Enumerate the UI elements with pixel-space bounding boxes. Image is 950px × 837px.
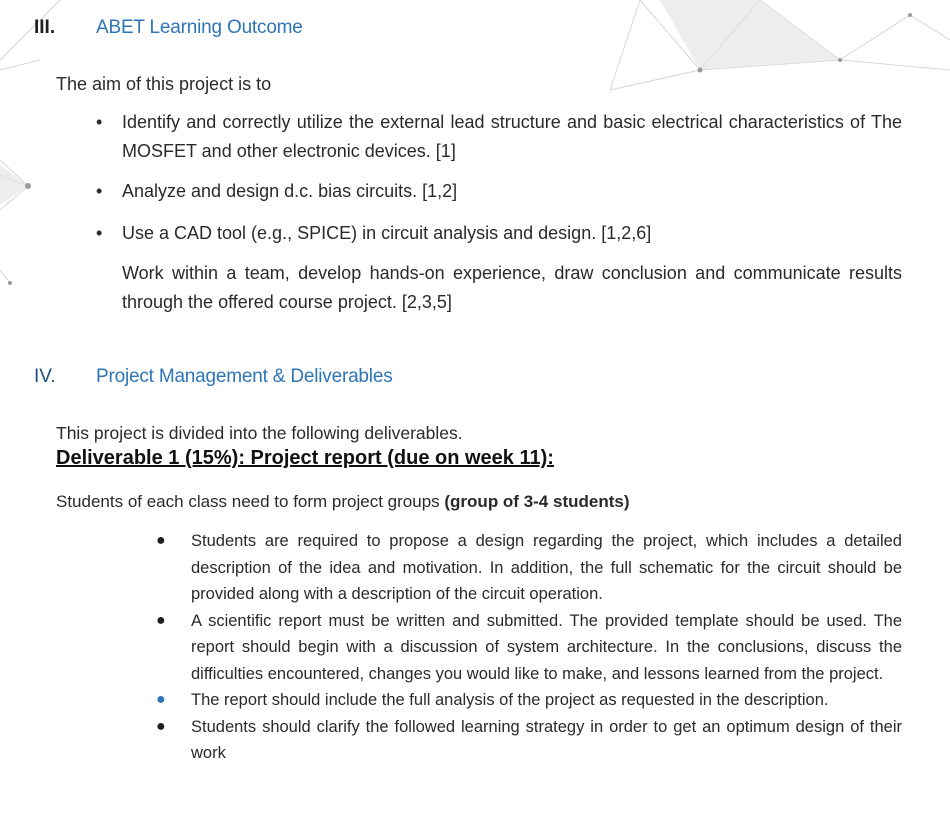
list-item: ● Students are required to propose a design regarding the project, which includes a detailed description of the idea and motivation. In addition, the full schematic for the circuit should be provided along with a description of the circuit operation. (156, 528, 902, 608)
list-item: ● Students should clarify the followed learning strategy in order to get an optimum design of their work (156, 714, 902, 767)
list-item: • Identify and correctly utilize the external lead structure and basic electrical characteristics of The MOSFET and other electronic devices. [1] (96, 108, 902, 166)
bullet-icon: • (96, 112, 103, 132)
deliverables-intro: This project is divided into the following deliverables. (56, 423, 463, 443)
deliverable-title: Deliverable 1 (15%): Project report (due on week 11): (56, 447, 554, 469)
bullet-icon: ● (156, 691, 166, 708)
list-item: • Use a CAD tool (e.g., SPICE) in circuit analysis and design. [1,2,6] (96, 219, 902, 248)
aim-intro: The aim of this project is to (56, 74, 272, 94)
bullet-icon: • (96, 223, 103, 243)
section-heading-abet (34, 17, 303, 39)
section-title: Project Management & Deliverables (96, 366, 393, 387)
bullet-icon: ● (156, 717, 166, 735)
list-item: • Analyze and design d.c. bias circuits. [1,2] (96, 177, 902, 206)
bullet-icon: ● (156, 611, 166, 629)
deliverable-requirements-list (156, 528, 902, 767)
list-item-unbulleted: Work within a team, develop hands-on experience, draw conclusion and communicate results through the offered course project. [2,3,5] (122, 263, 902, 312)
groups-paragraph: Students of each class need to form project groups (group of 3-4 students) (56, 492, 630, 511)
bullet-icon: ● (156, 532, 166, 549)
section-heading-deliverables (34, 366, 393, 388)
section-number: IV. (34, 366, 56, 387)
section-title: ABET Learning Outcome (96, 17, 303, 38)
bullet-icon: • (96, 181, 103, 201)
learning-outcomes-list (96, 108, 902, 317)
list-item: ● A scientific report must be written and submitted. The provided template should be used. The report should begin with a discussion of system architecture. In the conclusions, discuss the difficulties encountered, changes you would like to make, and lessons learned from the project. (156, 608, 902, 688)
section-number: III. (34, 17, 56, 38)
list-item: ● The report should include the full analysis of the project as requested in the description. (156, 687, 902, 714)
group-size-emphasis: (group of 3-4 students) (444, 492, 630, 511)
